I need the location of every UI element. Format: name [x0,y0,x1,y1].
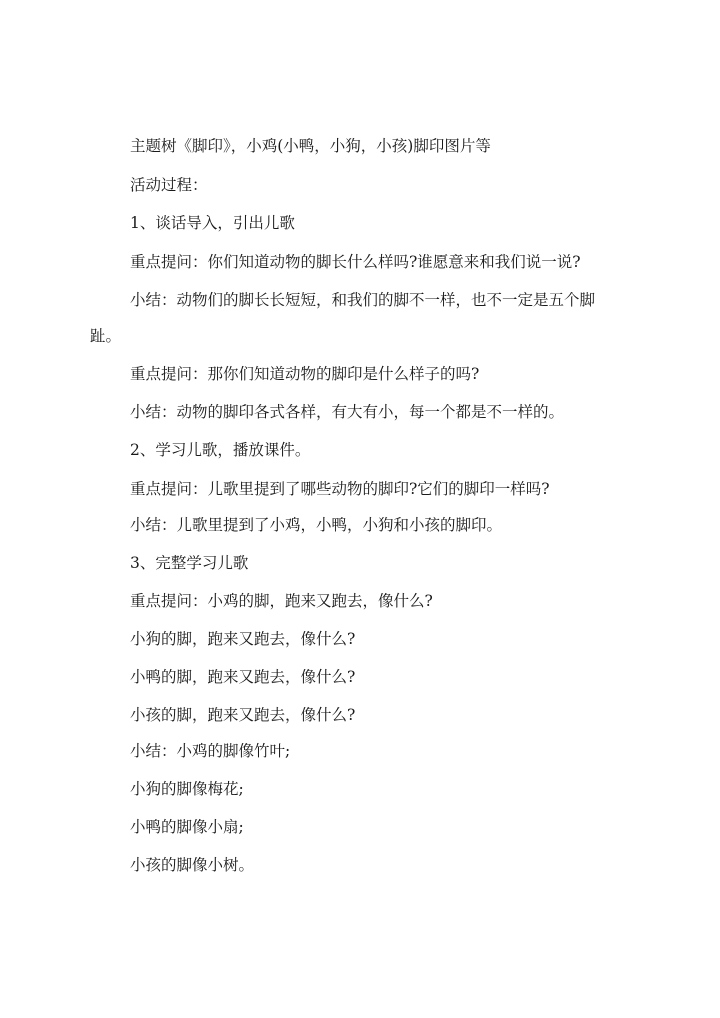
summary-1: 小结：动物们的脚长长短短，和我们的脚不一样，也不一定是五个脚 [130,291,596,309]
key-question-1: 重点提问：你们知道动物的脚长什么样吗?谁愿意来和我们说一说? [130,253,581,271]
summary-dog: 小狗的脚像梅花; [130,780,244,798]
summary-duck: 小鸭的脚像小扇; [130,818,244,836]
verse-duck: 小鸭的脚，跑来又跑去，像什么? [130,668,356,686]
summary-child: 小孩的脚像小树。 [130,856,255,874]
key-question-3: 重点提问：儿歌里提到了哪些动物的脚印?它们的脚印一样吗? [130,480,550,498]
summary-1-continuation: 趾。 [90,327,122,345]
step-2-heading: 2、学习儿歌，播放课件。 [130,441,311,459]
step-3-heading: 3、完整学习儿歌 [130,554,249,572]
summary-2: 小结：动物的脚印各式各样，有大有小，每一个都是不一样的。 [130,403,565,421]
verse-child: 小孩的脚，跑来又跑去，像什么? [130,706,356,724]
activity-process-heading: 活动过程： [130,176,208,194]
verse-dog: 小狗的脚，跑来又跑去，像什么? [130,630,356,648]
summary-3: 小结：儿歌里提到了小鸡，小鸭，小狗和小孩的脚印。 [130,516,503,534]
materials-line: 主题树《脚印》，小鸡(小鸭，小狗，小孩)脚印图片等 [130,137,491,155]
key-question-2: 重点提问：那你们知道动物的脚印是什么样子的吗? [130,365,480,383]
summary-4: 小结：小鸡的脚像竹叶; [130,742,291,760]
key-question-4: 重点提问：小鸡的脚，跑来又跑去，像什么? [130,592,433,610]
step-1-heading: 1、谈话导入，引出儿歌 [130,214,295,232]
